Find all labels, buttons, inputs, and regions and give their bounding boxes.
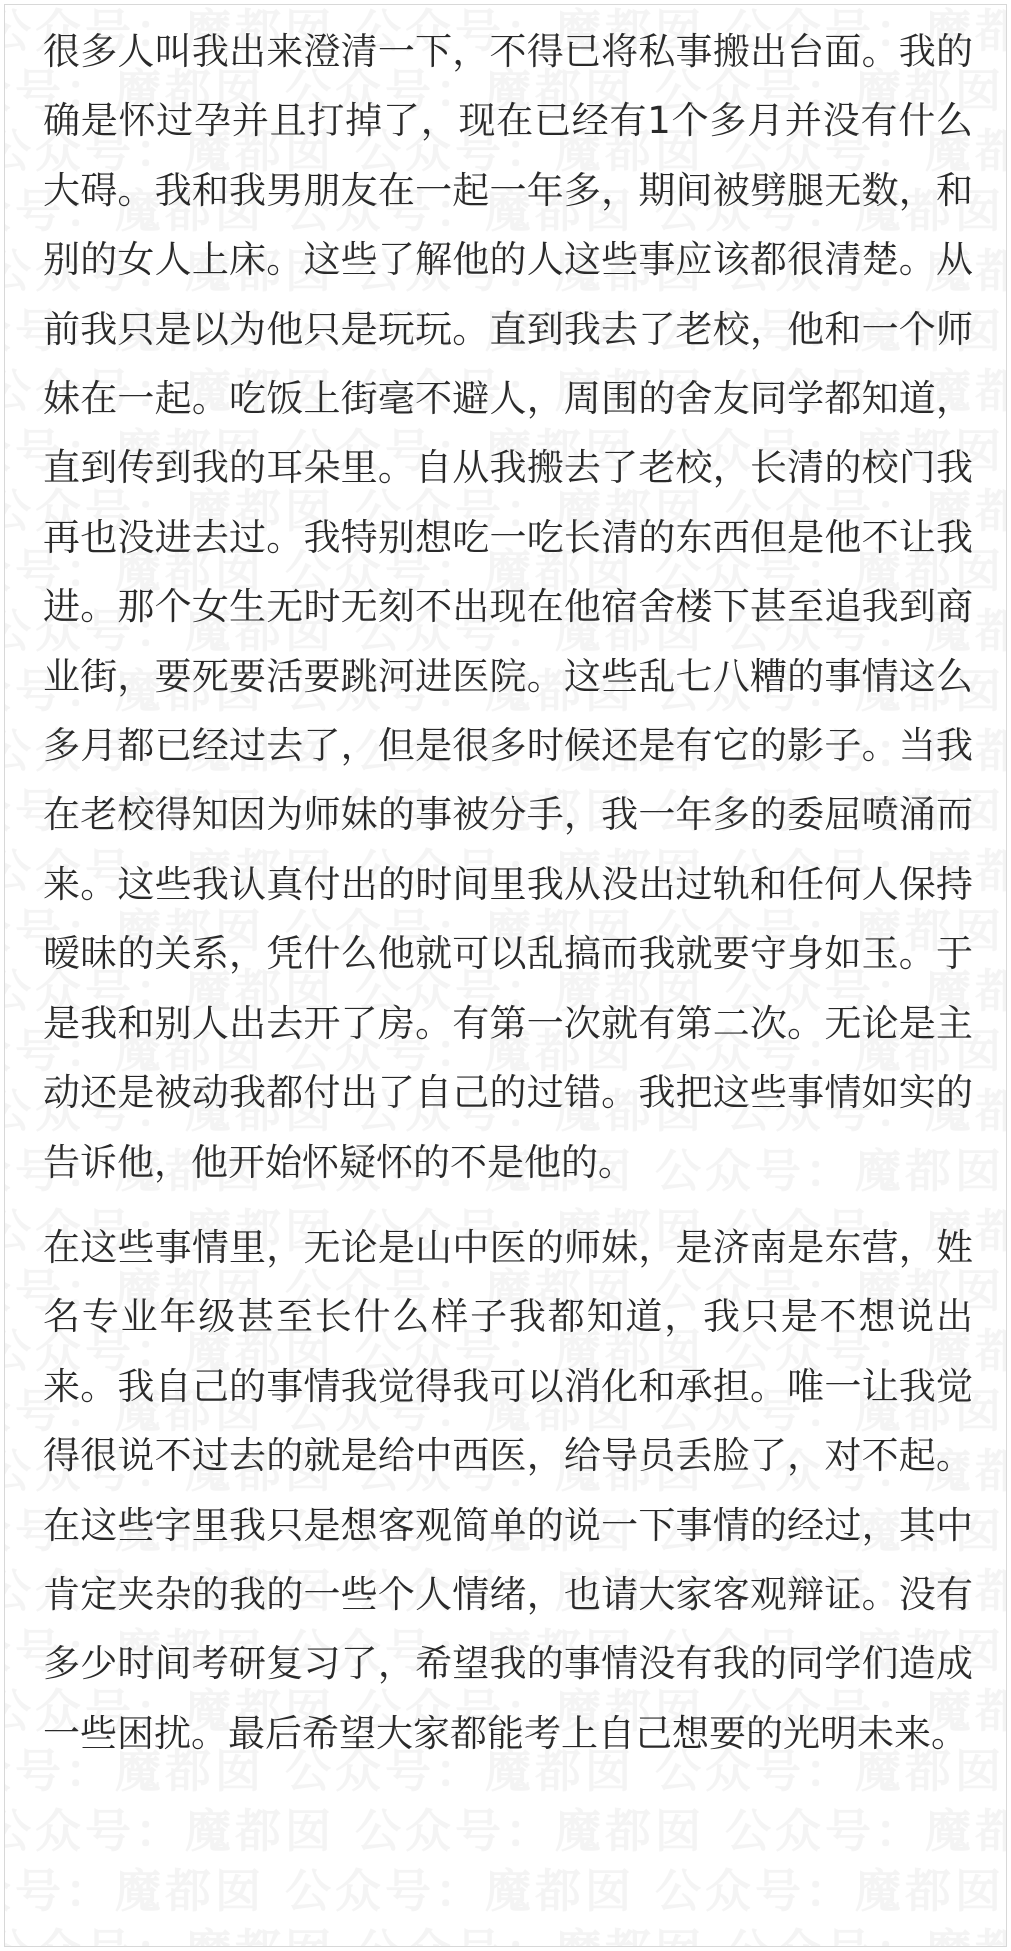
paragraph-1: 很多人叫我出来澄清一下，不得已将私事搬出台面。我的确是怀过孕并且打掉了，现在已经有1个多月并没有什么大碍。我和我男朋友在一起一年多，期间被劈腿无数，和别的女人上床。这些了解他的人这些事应该都很清楚。从前我只是以为他只是玩玩。直到我去了老校，他和一个师妹在一起。吃饭上街毫不避人，周围的舍友同学都知道，直到传到我的耳朵里。自从我搬去了老校，长清的校门我再也没进去过。我特别想吃一吃长清的东西但是他不让我进。那个女生无时无刻不出现在他宿舍楼下甚至追我到商业街，要死要活要跳河进医院。这些乱七八糟的事情这么多月都已经过去了，但是很多时候还是有它的影子。当我在老校得知因为师妹的事被分手，我一年多的委屈喷涌而来。这些我认真付出的时间里我从没出过轨和任何人保持暧昧的关系，凭什么他就可以乱搞而我就要守身如玉。于是我和别人出去开了房。有第一次就有第二次。无论是主动还是被动我都付出了自己的过错。我把这些事情如实的告诉他，他开始怀疑怀的不是他的。	[43, 30, 973, 1184]
watermark-row	[5, 1915, 1006, 1946]
document-frame	[4, 4, 1007, 1947]
watermark-row	[5, 1855, 1006, 1921]
watermark-row	[5, 1795, 1006, 1861]
document-body	[43, 17, 973, 1768]
paragraph-2: 在这些事情里，无论是山中医的师妹，是济南是东营，姓名专业年级甚至长什么样子我都知道，我只是不想说出来。我自己的事情我觉得我可以消化和承担。唯一让我觉得很说不过去的就是给中西医，给导员丢脸了，对不起。在这些字里我只是想客观简单的说一下事情的经过，其中肯定夹杂的我的一些个人情绪，也请大家客观辩证。没有多少时间考研复习了，希望我的事情没有我的同学们造成一些困扰。最后希望大家都能考上自己想要的光明未来。	[43, 1225, 973, 1755]
